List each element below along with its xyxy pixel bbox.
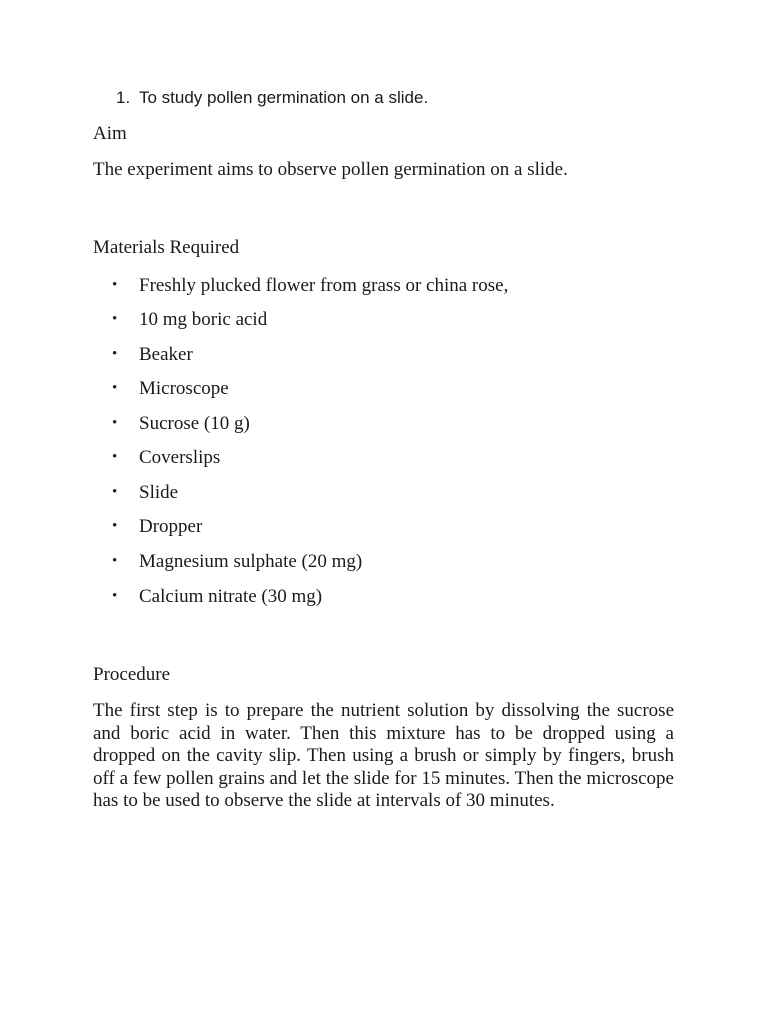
list-item-text: Calcium nitrate (30 mg) (139, 586, 323, 607)
list-item-text: Microscope (139, 378, 229, 399)
bullet-icon: • (112, 518, 118, 534)
bullet-icon: • (112, 553, 118, 569)
list-item-text: Sucrose (10 g) (139, 413, 250, 434)
bullet-icon: • (112, 415, 118, 431)
bullet-icon: • (112, 311, 118, 327)
list-item-text: Slide (139, 482, 179, 503)
experiment-heading (116, 88, 428, 108)
bullet-icon: • (112, 346, 118, 362)
heading-text: To study pollen germination on a slide. (139, 88, 429, 107)
list-item-text: Dropper (139, 516, 203, 537)
list-item-text: Beaker (139, 344, 193, 365)
bullet-icon: • (112, 449, 118, 465)
list-item-text: 10 mg boric acid (139, 309, 268, 330)
aim-text: The experiment aims to observe pollen germination on a slide. (93, 159, 568, 180)
aim-label: Aim (93, 123, 127, 144)
bullet-icon: • (112, 484, 118, 500)
bullet-icon: • (112, 380, 118, 396)
bullet-icon: • (112, 277, 118, 293)
procedure-text: The first step is to prepare the nutrient solution by dissolving the sucrose and boric acid in water. Then this mixture has to be dropped using a dropped on the cavity slip. Then using a brush or simply by fingers, brush off a few pollen grains and let the slide for 15 minutes. Then the microscope has to be used to observe the slide at intervals of 30 minutes. (93, 700, 674, 811)
list-item-text: Coverslips (139, 447, 221, 468)
bullet-icon: • (112, 588, 118, 604)
list-item-text: Magnesium sulphate (20 mg) (139, 551, 363, 572)
procedure-label: Procedure (93, 664, 171, 685)
heading-number: 1. (116, 88, 131, 107)
materials-label: Materials Required (93, 237, 240, 258)
list-item-text: Freshly plucked flower from grass or china rose, (139, 275, 509, 296)
